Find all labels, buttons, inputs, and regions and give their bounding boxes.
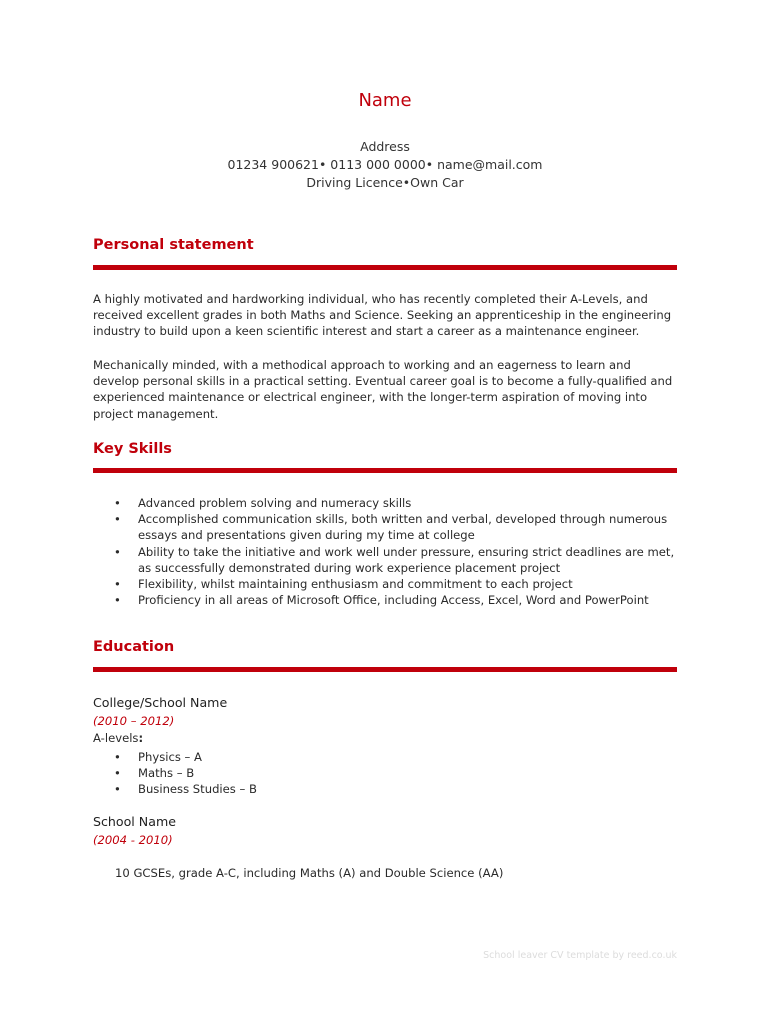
bullet-icon: • xyxy=(114,750,121,764)
bullet-icon: • xyxy=(114,766,121,781)
section-divider xyxy=(93,265,677,270)
a-level-grades xyxy=(93,749,677,798)
contact-block xyxy=(93,138,677,192)
list-item: • Ability to take the initiative and work well under pressure, ensuring strict deadlines are met, as successfully demonstrated during work experience placement project xyxy=(114,544,675,575)
bullet-icon: • xyxy=(114,512,121,527)
licence-car: Driving Licence•Own Car xyxy=(306,175,464,190)
college-dates: (2010 – 2012) xyxy=(93,714,175,728)
phones-email: 01234 900621• 0113 000 0000• name@mail.com xyxy=(227,157,543,172)
list-item: • Proficiency in all areas of Microsoft Office, including Access, Excel, Word and PowerPoint xyxy=(114,593,649,608)
key-skills-heading: Key Skills xyxy=(93,441,172,457)
a-levels-label: A-levels: xyxy=(93,731,144,745)
list-item: • Physics – A xyxy=(114,750,202,764)
bullet-icon: • xyxy=(114,544,121,559)
bullet-icon: • xyxy=(114,593,121,608)
address: Address xyxy=(360,139,410,154)
list-item: • Flexibility, whilst maintaining enthusiasm and commitment to each project xyxy=(114,577,573,592)
section-divider xyxy=(93,468,677,473)
bullet-icon: • xyxy=(114,577,121,592)
template-credit: School leaver CV template by reed.co.uk xyxy=(483,950,677,961)
section-divider xyxy=(93,667,677,672)
college-name: College/School Name xyxy=(93,695,228,710)
education-heading: Education xyxy=(93,639,175,655)
school-dates: (2004 - 2010) xyxy=(93,833,173,847)
gcse-summary: 10 GCSEs, grade A-C, including Maths (A) and Double Science (AA) xyxy=(115,866,504,880)
list-item: • Business Studies – B xyxy=(114,782,257,797)
bullet-icon: • xyxy=(114,496,121,510)
list-item: • Accomplished communication skills, both written and verbal, developed through numerous essays and presentations given during my time at college xyxy=(114,512,668,543)
statement-paragraph-2: Mechanically minded, with a methodical approach to working and an eagerness to learn and develop personal skills in a practical setting. Eventual career goal is to become a fully-qualified and experienced maintenance or electrical engineer, with the longer-term aspiration of moving into project management. xyxy=(93,358,673,421)
bullet-icon: • xyxy=(114,782,121,797)
candidate-name: Name xyxy=(358,90,412,111)
list-item: • Maths – B xyxy=(114,766,195,781)
statement-paragraph-1: A highly motivated and hardworking individual, who has recently completed their A-Levels, and received excellent grades in both Maths and Science. Seeking an apprenticeship in the engineering industry to build upon a keen scientific interest and start a career as a maintenance engineer. xyxy=(93,292,672,339)
personal-statement-heading: Personal statement xyxy=(93,237,254,253)
list-item: • Advanced problem solving and numeracy skills xyxy=(114,496,412,510)
key-skills-list xyxy=(93,495,677,608)
school-name: School Name xyxy=(93,814,176,829)
